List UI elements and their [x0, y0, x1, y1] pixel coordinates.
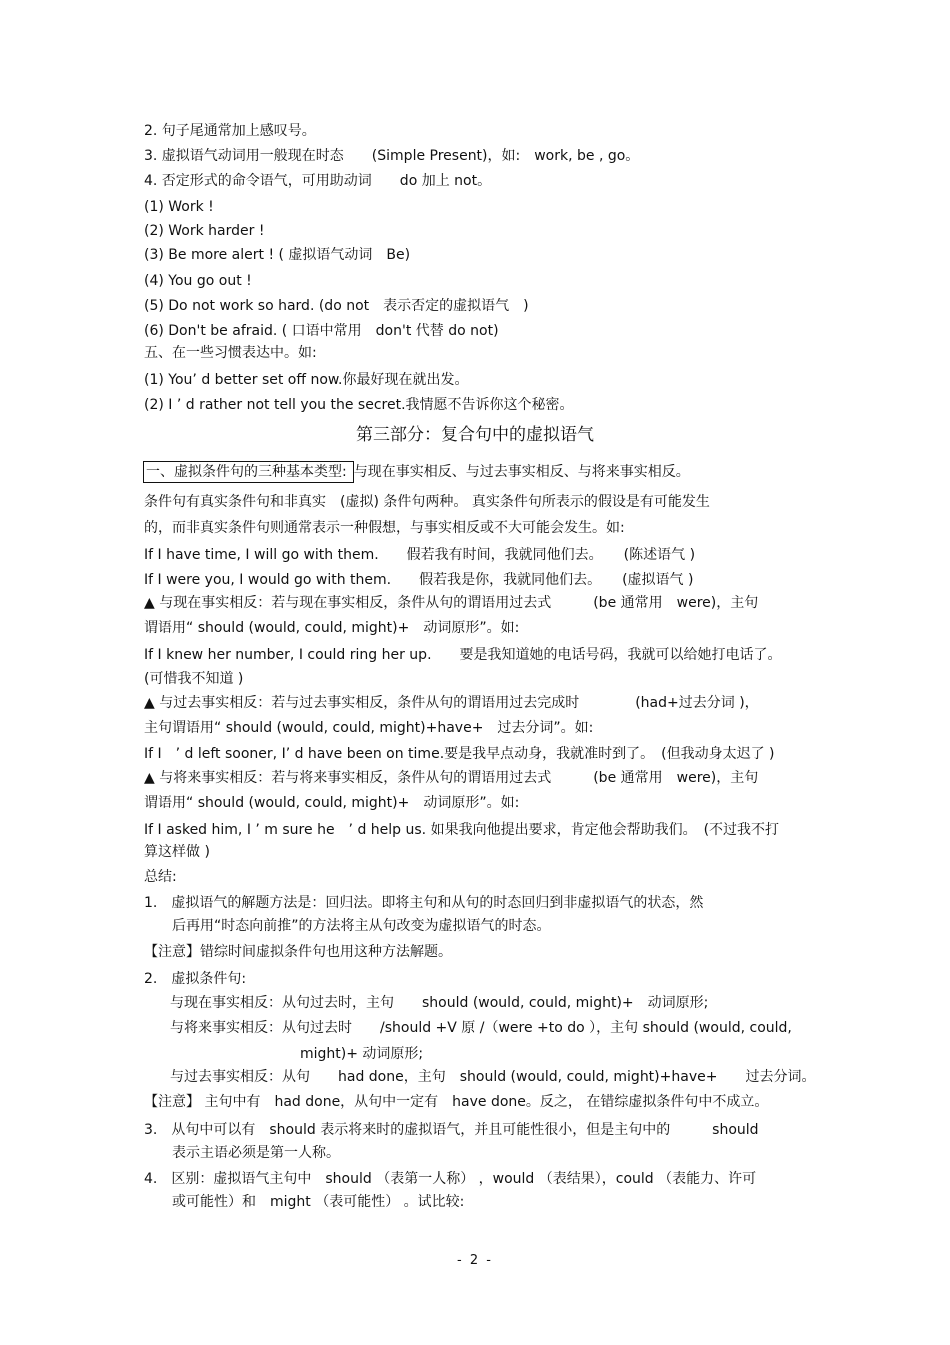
note-line: 【注意】 主句中有 had done，从句中一定有 have done。反之， 在错综虚拟条件句中不成立。 — [144, 1094, 769, 1110]
boxed-heading: 一、虚拟条件句的三种基本类型: — [143, 461, 354, 483]
example-line: If I were you, I would go with them. 假若我是你，我就同他们去。 (虚拟语气 ) — [144, 572, 694, 588]
summary-heading: 总结: — [144, 869, 177, 885]
rule-line: ▲ 与现在事实相反：若与现在事实相反，条件从句的谓语用过去式 (be 通常用 were)，主句 — [144, 595, 759, 611]
example-line: (3) Be more alert ! ( 虚拟语气动词 Be) — [144, 247, 411, 263]
text-line: 后再用“时态向前推”的方法将主从句改变为虚拟语气的时态。 — [172, 918, 551, 934]
example-line: (2) Work harder ! — [144, 223, 265, 239]
example-line: (6) Don't be afraid. ( 口语中常用 don't 代替 do not) — [144, 323, 499, 339]
text-line: 表示主语必须是第一人称。 — [172, 1145, 340, 1161]
note-line: 【注意】错综时间虚拟条件句也用这种方法解题。 — [144, 944, 452, 960]
example-line: (1) Work ! — [144, 199, 214, 215]
text-line: 条件句有真实条件句和非真实 (虚拟) 条件句两种。 真实条件句所表示的假设是有可能发生 — [144, 494, 710, 510]
example-line: If I have time, I will go with them. 假若我有时间，我就同他们去。 (陈述语气 ) — [144, 547, 696, 563]
rule-line: 主句谓语用“ should (would, could, might)+have+ 过去分词”。如: — [144, 720, 594, 736]
example-line: (5) Do not work so hard. (do not 表示否定的虚拟语气 ) — [144, 298, 529, 314]
text-line: 2. 虚拟条件句: — [144, 971, 247, 987]
page-number: - 2 - — [457, 1253, 493, 1268]
example-line: If I knew her number, I could ring her up. 要是我知道她的电话号码，我就可以给她打电话了。 — [144, 647, 782, 663]
text-line: 4. 区别：虚拟语气主句中 should （表第一人称） ，would （表结果），could （表能力、许可 — [144, 1171, 757, 1187]
example-line: 算这样做 ) — [144, 844, 210, 860]
rule-line: ▲ 与过去事实相反：若与过去事实相反，条件从句的谓语用过去完成时 (had+过去分词 )， — [144, 695, 759, 711]
example-line: (2) I ’ d rather not tell you the secret.我情愿不告诉你这个秘密。 — [144, 397, 574, 413]
text-line: 2. 句子尾通常加上感叹号。 — [144, 123, 316, 139]
rule-line: 谓语用“ should (would, could, might)+ 动词原形”。如: — [144, 795, 520, 811]
text-line: 3. 虚拟语气动词用一般现在时态 (Simple Present)，如: work, be , go。 — [144, 148, 640, 164]
text-line: 的，而非真实条件句则通常表示一种假想，与事实相反或不大可能会发生。如: — [144, 520, 625, 536]
example-line: (可惜我不知道 ) — [144, 671, 244, 687]
section-title: 第三部分：复合句中的虚拟语气 — [356, 425, 594, 445]
text-line: 与过去事实相反：从句 had done，主句 should (would, could, might)+have+ 过去分词。 — [170, 1069, 816, 1085]
text-line: 或可能性）和 might （表可能性） 。试比较: — [172, 1194, 465, 1210]
text-line: 与将来事实相反：从句过去时 /should +V 原 /（were +to do ），主句 should (would, could, — [170, 1020, 792, 1036]
section-heading: 五、在一些习惯表达中。如: — [144, 345, 317, 361]
rule-line: ▲ 与将来事实相反：若与将来事实相反，条件从句的谓语用过去式 (be 通常用 were)，主句 — [144, 770, 759, 786]
example-line: (4) You go out ! — [144, 273, 252, 289]
example-line: If I ’ d left sooner, I’ d have been on time.要是我早点动身，我就准时到了。 (但我动身太迟了 ) — [144, 746, 775, 762]
rule-line: 谓语用“ should (would, could, might)+ 动词原形”。如: — [144, 620, 520, 636]
text-line: 与现在事实相反：从句过去时，主句 should (would, could, might)+ 动词原形; — [170, 995, 709, 1011]
text-line: 3. 从句中可以有 should 表示将来时的虚拟语气，并且可能性很小，但是主句中的 should — [144, 1122, 759, 1138]
boxed-heading-line — [143, 461, 690, 483]
example-line: If I asked him, I ’ m sure he ’ d help us. 如果我向他提出要求，肯定他会帮助我们。 (不过我不打 — [144, 822, 780, 838]
text-line: might)+ 动词原形; — [300, 1046, 424, 1062]
text-line: 4. 否定形式的命令语气，可用助动词 do 加上 not。 — [144, 173, 492, 189]
heading-remainder: 与现在事实相反、与过去事实相反、与将来事实相反。 — [353, 464, 690, 480]
example-line: (1) You’ d better set off now.你最好现在就出发。 — [144, 372, 469, 388]
text-line: 1. 虚拟语气的解题方法是：回归法。即将主句和从句的时态回归到非虚拟语气的状态，然 — [144, 895, 704, 911]
